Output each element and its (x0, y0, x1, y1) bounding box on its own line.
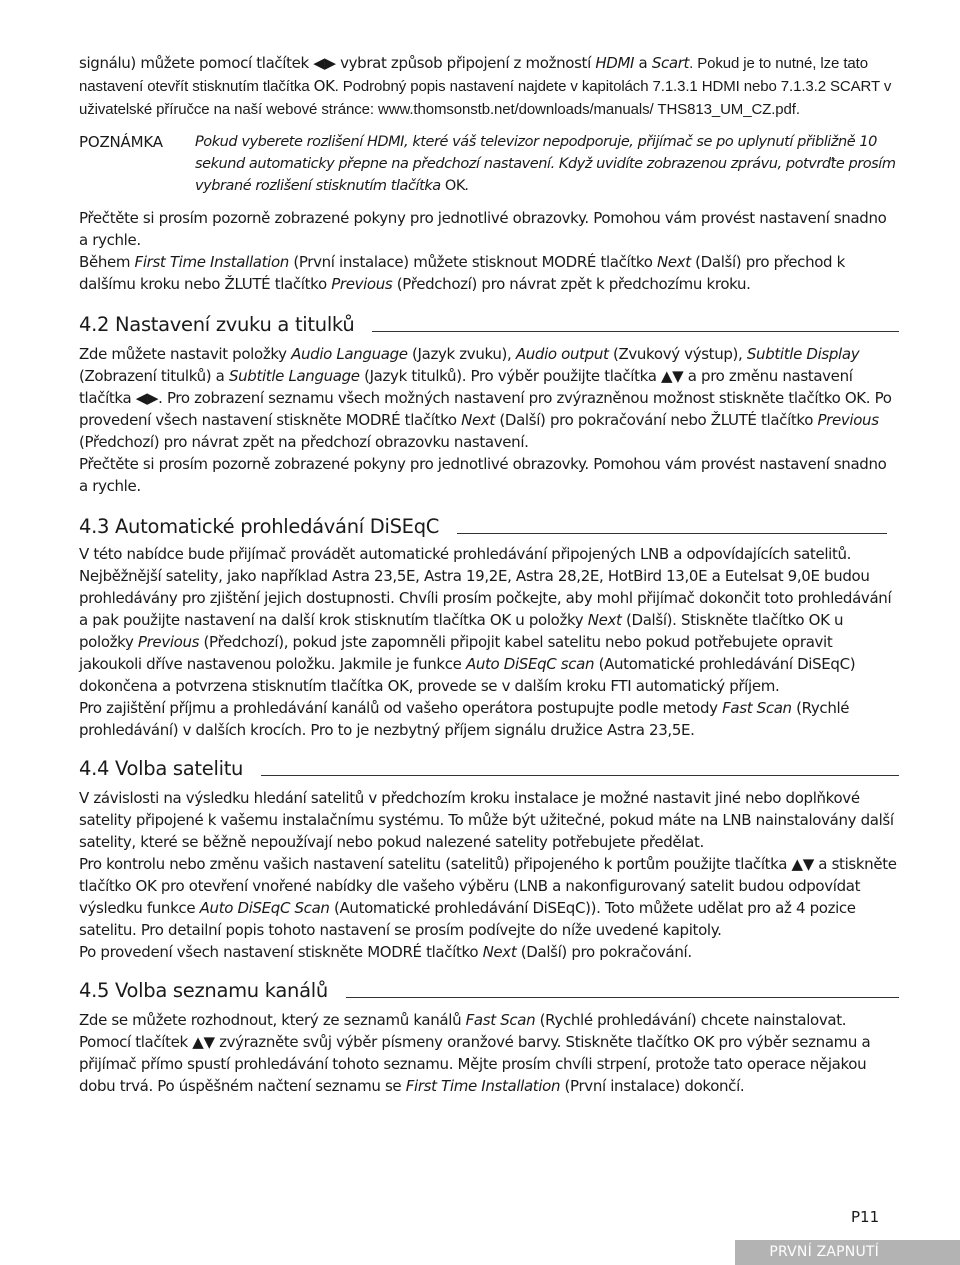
left-right-arrows-icon: ◀▶ (135, 389, 159, 407)
fti-term: First Time Installation (405, 1077, 561, 1095)
text: . Pro zobrazení seznamu všech možných nastavení pro zvýrazněnou možnost stiskněte tlačítko (158, 389, 845, 407)
text: (Jazyk zvuku), (407, 345, 516, 363)
section-4-4-paragraph-3 (79, 941, 899, 963)
previous-term: Previous (137, 633, 200, 651)
heading-text: 4.4 Volba satelitu (79, 757, 244, 780)
term: Audio Language (291, 345, 408, 363)
fti-term: First Time Installation (134, 253, 289, 271)
next-term: Next (656, 253, 691, 271)
page-number: P11 (851, 1208, 880, 1226)
text: (První instalace) můžete stisknout (288, 253, 542, 271)
text: Pro zajištění příjmu a prohledávání kanálů od vašeho operátora postupujte podle metody (79, 699, 723, 717)
section-heading-4-3 (79, 513, 899, 541)
text: tlačítko (756, 411, 818, 429)
yellow-key: ŽLUTÉ (710, 411, 757, 429)
text: (Předchozí) pro návrat zpět k předchozímu kroku. (392, 275, 751, 293)
yellow-key: ŽLUTÉ (224, 275, 271, 293)
section-4-4-paragraph: V závislosti na výsledku hledání satelitů v předchozím kroku instalace je možné nastavit jiné nebo doplňkové satelity připojené k vašemu instalačnímu systému. To může být užitečné, pokud máte na LNB nainstalovány další satelity, které se běžně nepoužívají nebo pokud nalezené satelity potřebujete předělat. (79, 789, 894, 851)
ok-key: OK (444, 178, 465, 194)
text: (Další) pro pokračování. (516, 943, 692, 961)
text: Zde se můžete rozhodnout, který ze seznamů kanálů (79, 1011, 466, 1029)
text: . Po provedení všech nastavení stiskněte (79, 389, 892, 429)
section-4-3-paragraph (79, 543, 899, 697)
section-4-4-paragraph-2 (79, 853, 899, 941)
ok-key: OK (313, 77, 335, 95)
text: pro otevření vnořené nabídky dle vašeho výběru (LNB a nakonfigurovaný satelit budou odpovídat výsledku funkce (79, 877, 861, 917)
text: (Zvukový výstup), (608, 345, 747, 363)
text: . Podrobný popis nastavení najdete v kapitolách 7.1.3.1 HDMI nebo 7.1.3.2 SCART v uživatelské příručce na naší webové stránce: www.thomsonstb.net/downloads/manuals/ THS813_UM_CZ.pdf. (79, 78, 892, 118)
text: (Automatické prohledávání DiSEqC)). Toto můžete udělat pro až 4 pozice satelitu. Pro detailní popis tohoto nastavení se prosím podívejte do níže uvedené kapitoly. (79, 899, 856, 939)
ok-key: OK (844, 389, 866, 407)
text: (Automatické prohledávání DiSEqC) dokončena a potvrzena stisknutím tlačítka (79, 655, 856, 695)
heading-rule (346, 997, 899, 998)
text: u položky (79, 611, 844, 651)
text: . Pokud je to nutné, lze tato nastavení otevřít stisknutím tlačítka (79, 55, 868, 95)
text: (Další) pro přechod k dalšímu kroku nebo (79, 253, 845, 293)
fti-paragraph (79, 251, 899, 295)
section-footer-tab: PRVNÍ ZAPNUTÍ (735, 1240, 960, 1265)
read-instructions-paragraph: Přečtěte si prosím pozorně zobrazené pokyny pro jednotlivé obrazovky. Pomohou vám provést nastavení snadno a rychle. (79, 209, 887, 249)
ok-key: OK (135, 877, 157, 895)
note-block (79, 131, 899, 197)
text: vybrat způsob připojení z možností (335, 54, 596, 72)
text: Pro kontrolu nebo změnu vašich nastavení satelitu (satelitů) připojeného k portům použijte tlačítka (79, 855, 792, 873)
fast-scan-term: Fast Scan (722, 699, 792, 717)
text: (Rychlé prohledávání) chcete nainstalovat. Pomocí tlačítek (79, 1011, 847, 1051)
text: (Další) pro pokračování nebo (494, 411, 711, 429)
text: (Zobrazení titulků) a (79, 367, 229, 385)
ok-key: OK (693, 1033, 715, 1051)
text: (Předchozí), pokud jste zapomněli připojit kabel satelitu nebo pokud potřebujete opravit jakoukoli dříve nastavenou položku. Jakmile je funkce (79, 633, 833, 673)
up-down-arrows-icon: ▲▼ (660, 367, 684, 385)
ok-key: OK (387, 677, 409, 695)
section-4-2-read-paragraph: Přečtěte si prosím pozorně zobrazené pokyny pro jednotlivé obrazovky. Pomohou vám provést nastavení snadno a rychle. (79, 455, 887, 495)
text: Po provedení všech nastavení stiskněte (79, 943, 368, 961)
section-heading-4-5 (79, 977, 899, 1005)
section-4-2-paragraph (79, 343, 899, 453)
heading-text: 4.3 Automatické prohledávání DiSEqC (79, 515, 440, 538)
text: tlačítko (421, 943, 483, 961)
next-term: Next (461, 411, 495, 429)
heading-rule (457, 533, 887, 534)
section-4-3-paragraph-2 (79, 697, 899, 741)
hdmi-term: HDMI (595, 54, 635, 72)
text: tlačítko (400, 411, 462, 429)
text: pro výběr seznamu a přijímač přímo spustí prohledávání tohoto seznamu. Mějte prosím chvíli strpení, protože tato operace nějakou dobu trvá. Po úspěšném načtení seznamu se (79, 1033, 871, 1095)
ok-key: OK (489, 611, 511, 629)
up-down-arrows-icon: ▲▼ (791, 855, 814, 873)
note-label: POZNÁMKA (79, 133, 163, 151)
term: Subtitle Display (746, 345, 860, 363)
text: , provede se v dalším kroku FTI automatický příjem. (408, 677, 780, 695)
section-4-5-paragraph (79, 1009, 899, 1097)
text: Během (79, 253, 135, 271)
text: (První instalace) dokončí. (560, 1077, 745, 1095)
text: u položky (510, 611, 588, 629)
text: zvýrazněte svůj výběr písmeny oranžové barvy. Stiskněte tlačítko (214, 1033, 694, 1051)
section-heading-4-2 (79, 311, 899, 339)
intro-paragraph (79, 52, 899, 121)
text: tlačítko (596, 253, 657, 271)
heading-rule (261, 775, 899, 776)
heading-rule (372, 331, 899, 332)
text: (Rychlé prohledávání) v dalších krocích. Pro to je nezbytný příjem signálu družice Astra 23,5E. (79, 699, 850, 739)
text: . (464, 178, 470, 194)
next-term: Next (482, 943, 517, 961)
heading-text: 4.5 Volba seznamu kanálů (79, 979, 328, 1002)
previous-term: Previous (817, 411, 879, 429)
text: a (634, 54, 652, 72)
auto-diseqc-term: Auto DiSEqC scan (465, 655, 595, 673)
fast-scan-term: Fast Scan (465, 1011, 536, 1029)
text: Zde můžete nastavit položky (79, 345, 292, 363)
text: a stiskněte tlačítko (79, 855, 897, 895)
left-right-arrows-icon: ◀▶ (313, 54, 336, 72)
text: a pro změnu nastavení tlačítka (79, 367, 853, 407)
text: (Předchozí) pro návrat zpět na předchozí obrazovku nastavení. (79, 433, 529, 451)
auto-diseqc-term: Auto DiSEqC Scan (199, 899, 330, 917)
term: Audio output (515, 345, 609, 363)
next-term: Next (587, 611, 622, 629)
blue-key: MODRÉ (367, 943, 422, 961)
up-down-arrows-icon: ▲▼ (192, 1033, 215, 1051)
heading-text: 4.2 Nastavení zvuku a titulků (79, 313, 355, 336)
text: (Jazyk titulků). Pro výběr použijte tlačítka (359, 367, 661, 385)
term: Subtitle Language (228, 367, 360, 385)
text: V této nabídce bude přijímač provádět automatické prohledávání připojených LNB a odpovídajících satelitů. Nejběžnější satelity, jako například Astra 23,5E, Astra 19,2E, Astra 28,2E, HotBird 13,0E a Eutelsat 9,0E budou prohledávány pro zjištění jejich dostupnosti. Chvíli prosím počkejte, aby mohl přijímač dokončit toto prohledávání a pak použijte nastavení na další krok stisknutím tlačítka (79, 545, 892, 629)
ok-key: OK (808, 611, 830, 629)
previous-term: Previous (331, 275, 393, 293)
blue-key: MODRÉ (541, 253, 597, 271)
document-body (79, 52, 899, 1097)
text: signálu) můžete pomocí tlačítek (79, 54, 314, 72)
text: Pokud vyberete rozlišení HDMI, které váš televizor nepodporuje, přijímač se po uplynutí přibližně 10 sekund automaticky přepne na předchozí nastavení. Když uvidíte zobrazenou zprávu, potvrďte prosím vybrané rozlišení stisknutím tlačítka (195, 134, 896, 194)
scart-term: Scart (651, 54, 690, 72)
note-text (195, 131, 899, 197)
blue-key: MODRÉ (345, 411, 401, 429)
text: tlačítko (270, 275, 332, 293)
section-heading-4-4 (79, 755, 899, 783)
text: (Další). Stiskněte tlačítko (621, 611, 809, 629)
